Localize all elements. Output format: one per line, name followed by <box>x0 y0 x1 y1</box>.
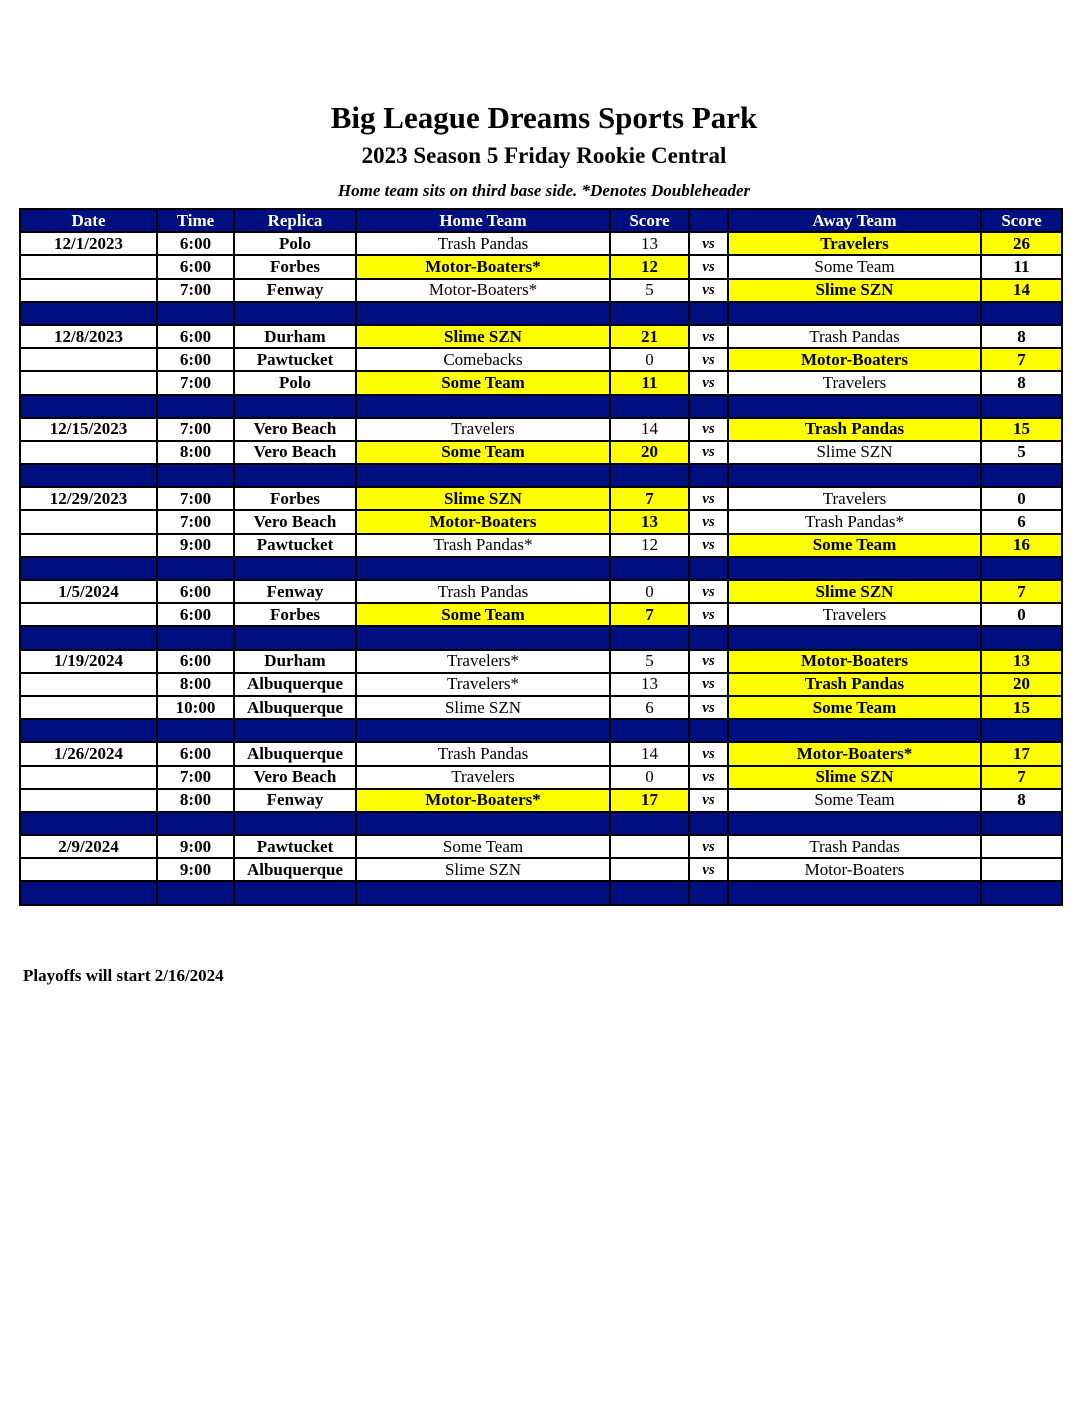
vs-label: vs <box>689 255 728 278</box>
week-separator <box>20 557 1062 580</box>
separator-cell <box>234 395 356 418</box>
game-time: 6:00 <box>157 580 234 603</box>
vs-label: vs <box>689 510 728 533</box>
home-score: 0 <box>610 580 689 603</box>
away-score: 7 <box>981 766 1062 789</box>
away-score: 13 <box>981 650 1062 673</box>
page-subtitle: 2023 Season 5 Friday Rookie Central <box>361 143 727 168</box>
separator-cell <box>728 395 981 418</box>
game-field: Fenway <box>234 789 356 812</box>
game-date <box>20 603 157 626</box>
vs-label: vs <box>689 835 728 858</box>
home-team: Slime SZN <box>356 325 610 348</box>
vs-label: vs <box>689 603 728 626</box>
game-field: Albuquerque <box>234 673 356 696</box>
game-date <box>20 441 157 464</box>
game-row <box>20 696 1062 719</box>
away-team: Motor-Boaters <box>728 348 981 371</box>
vs-label: vs <box>689 441 728 464</box>
home-score: 21 <box>610 325 689 348</box>
home-score: 14 <box>610 742 689 765</box>
away-team: Motor-Boaters <box>728 650 981 673</box>
away-score <box>981 858 1062 881</box>
separator-cell <box>157 626 234 649</box>
game-row <box>20 487 1062 510</box>
game-row <box>20 742 1062 765</box>
game-field: Polo <box>234 371 356 394</box>
game-row <box>20 510 1062 533</box>
schedule-note: Home team sits on third base side. *Denotes Doubleheader <box>337 181 751 200</box>
away-score: 17 <box>981 742 1062 765</box>
home-score: 5 <box>610 279 689 302</box>
away-score: 14 <box>981 279 1062 302</box>
home-team: Comebacks <box>356 348 610 371</box>
column-header-away-score: Score <box>981 209 1062 232</box>
game-row <box>20 371 1062 394</box>
game-field: Pawtucket <box>234 534 356 557</box>
separator-cell <box>20 881 157 904</box>
week-separator <box>20 395 1062 418</box>
home-team: Some Team <box>356 441 610 464</box>
separator-cell <box>610 881 689 904</box>
away-score: 5 <box>981 441 1062 464</box>
away-team: Some Team <box>728 534 981 557</box>
game-date: 12/29/2023 <box>20 487 157 510</box>
game-row <box>20 789 1062 812</box>
game-time: 8:00 <box>157 441 234 464</box>
game-row <box>20 650 1062 673</box>
away-score: 8 <box>981 325 1062 348</box>
game-field: Forbes <box>234 487 356 510</box>
home-team: Travelers <box>356 418 610 441</box>
separator-cell <box>157 395 234 418</box>
away-team: Travelers <box>728 603 981 626</box>
game-time: 8:00 <box>157 789 234 812</box>
game-date: 1/19/2024 <box>20 650 157 673</box>
separator-cell <box>610 464 689 487</box>
away-score: 20 <box>981 673 1062 696</box>
week-separator <box>20 626 1062 649</box>
vs-label: vs <box>689 742 728 765</box>
week-separator <box>20 719 1062 742</box>
separator-cell <box>689 881 728 904</box>
away-team: Motor-Boaters* <box>728 742 981 765</box>
home-team: Some Team <box>356 603 610 626</box>
away-team: Trash Pandas <box>728 835 981 858</box>
separator-cell <box>157 302 234 325</box>
separator-cell <box>157 464 234 487</box>
home-team: Slime SZN <box>356 858 610 881</box>
game-field: Durham <box>234 650 356 673</box>
game-field: Fenway <box>234 580 356 603</box>
game-time: 7:00 <box>157 487 234 510</box>
separator-cell <box>234 557 356 580</box>
game-field: Forbes <box>234 255 356 278</box>
column-header-home-team: Home Team <box>356 209 610 232</box>
game-date: 12/15/2023 <box>20 418 157 441</box>
vs-label: vs <box>689 232 728 255</box>
separator-cell <box>981 881 1062 904</box>
vs-label: vs <box>689 580 728 603</box>
separator-cell <box>356 464 610 487</box>
game-field: Vero Beach <box>234 766 356 789</box>
separator-cell <box>728 557 981 580</box>
away-team: Slime SZN <box>728 580 981 603</box>
game-field: Pawtucket <box>234 348 356 371</box>
away-score: 8 <box>981 789 1062 812</box>
vs-label: vs <box>689 348 728 371</box>
vs-label: vs <box>689 766 728 789</box>
separator-cell <box>610 557 689 580</box>
home-score: 5 <box>610 650 689 673</box>
separator-cell <box>234 812 356 835</box>
home-score: 0 <box>610 348 689 371</box>
separator-cell <box>356 557 610 580</box>
game-row <box>20 858 1062 881</box>
away-team: Trash Pandas <box>728 325 981 348</box>
game-time: 7:00 <box>157 371 234 394</box>
game-date <box>20 279 157 302</box>
separator-cell <box>234 881 356 904</box>
game-date <box>20 371 157 394</box>
game-date: 12/1/2023 <box>20 232 157 255</box>
separator-cell <box>356 626 610 649</box>
game-date <box>20 255 157 278</box>
separator-cell <box>981 812 1062 835</box>
game-row <box>20 418 1062 441</box>
game-time: 9:00 <box>157 534 234 557</box>
column-header-replica: Replica <box>234 209 356 232</box>
game-field: Durham <box>234 325 356 348</box>
week-separator <box>20 464 1062 487</box>
home-score: 20 <box>610 441 689 464</box>
separator-cell <box>20 626 157 649</box>
away-team: Trash Pandas <box>728 673 981 696</box>
separator-cell <box>20 812 157 835</box>
schedule-table <box>19 208 1063 906</box>
separator-cell <box>728 719 981 742</box>
away-score: 0 <box>981 487 1062 510</box>
vs-label: vs <box>689 279 728 302</box>
vs-label: vs <box>689 487 728 510</box>
game-row <box>20 325 1062 348</box>
home-team: Travelers <box>356 766 610 789</box>
week-separator <box>20 812 1062 835</box>
separator-cell <box>356 812 610 835</box>
page-title: Big League Dreams Sports Park <box>330 100 758 135</box>
vs-label: vs <box>689 789 728 812</box>
away-score: 6 <box>981 510 1062 533</box>
away-score: 16 <box>981 534 1062 557</box>
header-row <box>20 209 1062 232</box>
game-field: Forbes <box>234 603 356 626</box>
away-team: Travelers <box>728 371 981 394</box>
separator-cell <box>689 557 728 580</box>
separator-cell <box>157 881 234 904</box>
away-team: Some Team <box>728 696 981 719</box>
home-team: Some Team <box>356 835 610 858</box>
home-score: 0 <box>610 766 689 789</box>
game-time: 8:00 <box>157 673 234 696</box>
separator-cell <box>234 464 356 487</box>
column-header-away-team: Away Team <box>728 209 981 232</box>
separator-cell <box>20 557 157 580</box>
separator-cell <box>356 302 610 325</box>
separator-cell <box>20 395 157 418</box>
home-team: Slime SZN <box>356 487 610 510</box>
week-separator <box>20 881 1062 904</box>
home-team: Motor-Boaters <box>356 510 610 533</box>
game-field: Albuquerque <box>234 858 356 881</box>
home-score <box>610 835 689 858</box>
separator-cell <box>981 626 1062 649</box>
separator-cell <box>689 395 728 418</box>
away-score <box>981 835 1062 858</box>
column-header-date: Date <box>20 209 157 232</box>
separator-cell <box>981 719 1062 742</box>
vs-label: vs <box>689 325 728 348</box>
game-time: 7:00 <box>157 418 234 441</box>
separator-cell <box>20 464 157 487</box>
separator-cell <box>234 626 356 649</box>
away-score: 15 <box>981 696 1062 719</box>
game-row <box>20 534 1062 557</box>
vs-label: vs <box>689 534 728 557</box>
vs-label: vs <box>689 418 728 441</box>
game-row <box>20 441 1062 464</box>
home-team: Motor-Boaters* <box>356 255 610 278</box>
home-score: 13 <box>610 232 689 255</box>
separator-cell <box>981 302 1062 325</box>
game-date <box>20 348 157 371</box>
game-field: Polo <box>234 232 356 255</box>
home-team: Motor-Boaters* <box>356 789 610 812</box>
home-team: Slime SZN <box>356 696 610 719</box>
game-field: Albuquerque <box>234 696 356 719</box>
home-score: 14 <box>610 418 689 441</box>
game-row <box>20 766 1062 789</box>
vs-label: vs <box>689 371 728 394</box>
game-time: 9:00 <box>157 858 234 881</box>
home-team: Trash Pandas <box>356 580 610 603</box>
game-date <box>20 696 157 719</box>
home-score: 7 <box>610 603 689 626</box>
separator-cell <box>981 557 1062 580</box>
game-time: 6:00 <box>157 603 234 626</box>
away-score: 15 <box>981 418 1062 441</box>
game-time: 9:00 <box>157 835 234 858</box>
away-team: Slime SZN <box>728 279 981 302</box>
separator-cell <box>610 812 689 835</box>
away-team: Trash Pandas* <box>728 510 981 533</box>
column-header-home-score: Score <box>610 209 689 232</box>
game-row <box>20 603 1062 626</box>
separator-cell <box>20 719 157 742</box>
away-score: 26 <box>981 232 1062 255</box>
game-row <box>20 279 1062 302</box>
separator-cell <box>20 302 157 325</box>
game-row <box>20 835 1062 858</box>
separator-cell <box>689 626 728 649</box>
game-field: Albuquerque <box>234 742 356 765</box>
separator-cell <box>728 302 981 325</box>
away-team: Some Team <box>728 255 981 278</box>
separator-cell <box>234 302 356 325</box>
home-score: 6 <box>610 696 689 719</box>
home-team: Motor-Boaters* <box>356 279 610 302</box>
home-team: Travelers* <box>356 650 610 673</box>
separator-cell <box>610 302 689 325</box>
separator-cell <box>157 719 234 742</box>
separator-cell <box>689 719 728 742</box>
week-separator <box>20 302 1062 325</box>
game-row <box>20 232 1062 255</box>
away-score: 8 <box>981 371 1062 394</box>
game-date <box>20 673 157 696</box>
away-team: Slime SZN <box>728 441 981 464</box>
away-team: Motor-Boaters <box>728 858 981 881</box>
separator-cell <box>356 881 610 904</box>
game-row <box>20 673 1062 696</box>
separator-cell <box>728 464 981 487</box>
game-time: 6:00 <box>157 255 234 278</box>
game-row <box>20 580 1062 603</box>
home-team: Trash Pandas <box>356 742 610 765</box>
game-field: Vero Beach <box>234 441 356 464</box>
vs-label: vs <box>689 673 728 696</box>
game-time: 7:00 <box>157 510 234 533</box>
game-date <box>20 766 157 789</box>
game-row <box>20 255 1062 278</box>
game-field: Pawtucket <box>234 835 356 858</box>
game-row <box>20 348 1062 371</box>
column-header-time: Time <box>157 209 234 232</box>
separator-cell <box>610 395 689 418</box>
game-time: 6:00 <box>157 325 234 348</box>
game-time: 7:00 <box>157 766 234 789</box>
game-date <box>20 789 157 812</box>
game-date: 1/26/2024 <box>20 742 157 765</box>
home-score: 12 <box>610 534 689 557</box>
away-score: 7 <box>981 348 1062 371</box>
game-date <box>20 510 157 533</box>
away-score: 7 <box>981 580 1062 603</box>
home-score: 13 <box>610 673 689 696</box>
away-score: 0 <box>981 603 1062 626</box>
game-time: 10:00 <box>157 696 234 719</box>
separator-cell <box>728 812 981 835</box>
home-score: 7 <box>610 487 689 510</box>
column-header-vs <box>689 209 728 232</box>
separator-cell <box>689 812 728 835</box>
game-field: Vero Beach <box>234 510 356 533</box>
game-date: 2/9/2024 <box>20 835 157 858</box>
separator-cell <box>981 395 1062 418</box>
separator-cell <box>610 626 689 649</box>
separator-cell <box>356 719 610 742</box>
game-field: Vero Beach <box>234 418 356 441</box>
game-field: Fenway <box>234 279 356 302</box>
home-team: Travelers* <box>356 673 610 696</box>
game-time: 6:00 <box>157 232 234 255</box>
separator-cell <box>157 557 234 580</box>
playoffs-note: Playoffs will start 2/16/2024 <box>23 966 224 985</box>
home-team: Trash Pandas* <box>356 534 610 557</box>
separator-cell <box>356 395 610 418</box>
separator-cell <box>610 719 689 742</box>
game-date: 12/8/2023 <box>20 325 157 348</box>
separator-cell <box>981 464 1062 487</box>
game-date <box>20 858 157 881</box>
home-score: 13 <box>610 510 689 533</box>
vs-label: vs <box>689 650 728 673</box>
away-team: Trash Pandas <box>728 418 981 441</box>
separator-cell <box>689 464 728 487</box>
home-score <box>610 858 689 881</box>
game-time: 6:00 <box>157 742 234 765</box>
separator-cell <box>689 302 728 325</box>
separator-cell <box>728 881 981 904</box>
game-date: 1/5/2024 <box>20 580 157 603</box>
game-time: 6:00 <box>157 348 234 371</box>
vs-label: vs <box>689 858 728 881</box>
away-score: 11 <box>981 255 1062 278</box>
game-time: 6:00 <box>157 650 234 673</box>
away-team: Slime SZN <box>728 766 981 789</box>
home-team: Trash Pandas <box>356 232 610 255</box>
home-score: 11 <box>610 371 689 394</box>
home-score: 12 <box>610 255 689 278</box>
separator-cell <box>157 812 234 835</box>
game-date <box>20 534 157 557</box>
home-team: Some Team <box>356 371 610 394</box>
away-team: Travelers <box>728 487 981 510</box>
away-team: Travelers <box>728 232 981 255</box>
away-team: Some Team <box>728 789 981 812</box>
home-score: 17 <box>610 789 689 812</box>
separator-cell <box>728 626 981 649</box>
separator-cell <box>234 719 356 742</box>
game-time: 7:00 <box>157 279 234 302</box>
vs-label: vs <box>689 696 728 719</box>
